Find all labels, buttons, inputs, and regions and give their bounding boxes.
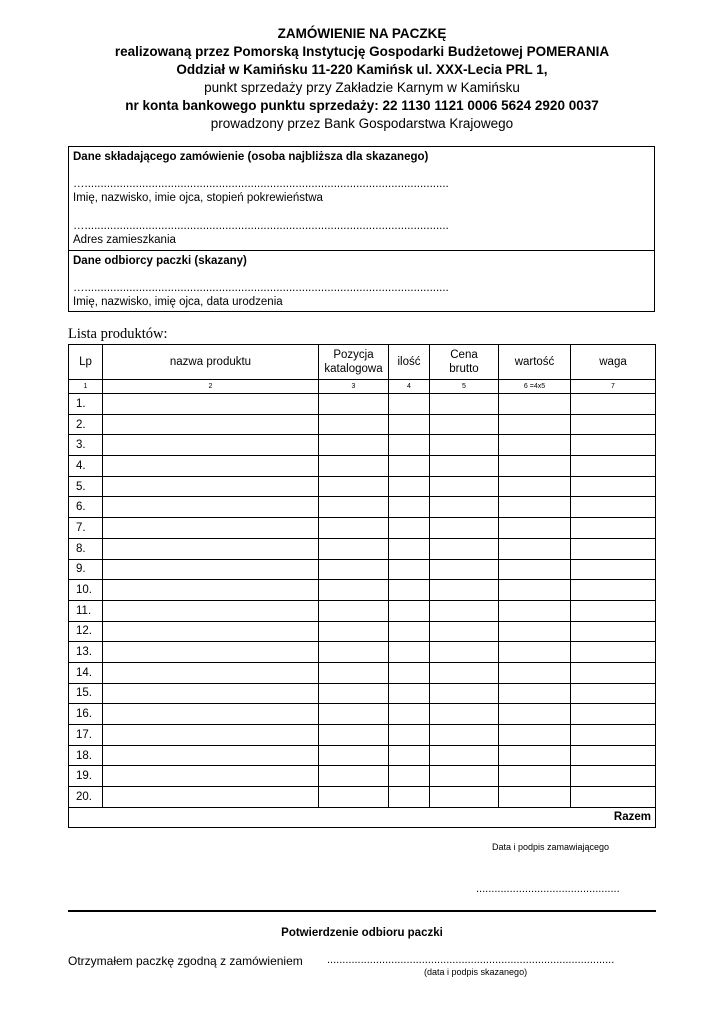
table-cell[interactable] [389, 435, 430, 456]
column-number: 3 [319, 380, 389, 394]
table-cell[interactable] [571, 518, 656, 539]
table-cell[interactable] [499, 435, 571, 456]
column-number: 7 [571, 380, 656, 394]
table-cell[interactable] [389, 745, 430, 766]
table-cell[interactable] [389, 600, 430, 621]
table-cell[interactable] [499, 518, 571, 539]
table-cell[interactable] [571, 787, 656, 808]
row-number: 18. [69, 745, 103, 766]
col-header-lp: Lp [69, 345, 103, 380]
table-cell[interactable] [499, 476, 571, 497]
table-cell[interactable] [103, 766, 319, 787]
table-cell[interactable] [430, 766, 499, 787]
header-bank-name: prowadzony przez Bank Gospodarstwa Krajowego [210, 116, 514, 131]
table-cell[interactable] [430, 704, 499, 725]
row-number: 11. [69, 600, 103, 621]
orderer-signature-label: Data i podpis zamawiającego [492, 842, 610, 852]
table-cell[interactable] [103, 580, 319, 601]
table-cell[interactable] [319, 435, 389, 456]
table-cell[interactable] [499, 683, 571, 704]
col-header-quantity: ilość [389, 345, 430, 380]
table-row [69, 745, 656, 766]
row-number: 14. [69, 662, 103, 683]
table-cell[interactable] [389, 683, 430, 704]
table-cell[interactable] [103, 456, 319, 477]
table-cell[interactable] [389, 559, 430, 580]
table-cell[interactable] [571, 456, 656, 477]
row-number: 15. [69, 683, 103, 704]
table-cell[interactable] [103, 518, 319, 539]
column-number: 4 [389, 380, 430, 394]
table-cell[interactable] [319, 456, 389, 477]
table-row [69, 600, 656, 621]
orderer-section-title: Dane składającego zamówienie (osoba najbliższa dla skazanego) [73, 151, 429, 163]
row-number: 2. [69, 414, 103, 435]
table-cell[interactable] [430, 725, 499, 746]
table-cell[interactable] [389, 456, 430, 477]
product-list-title: Lista produktów: [68, 326, 168, 342]
table-row [69, 662, 656, 683]
table-row [69, 704, 656, 725]
table-cell[interactable] [389, 394, 430, 415]
table-cell[interactable] [319, 642, 389, 663]
table-cell[interactable] [499, 642, 571, 663]
column-number: 1 [69, 380, 103, 394]
orderer-name-label: Imię, nazwisko, imie ojca, stopień pokrewieństwa [73, 192, 323, 204]
horizontal-rule [68, 910, 656, 912]
table-cell[interactable] [571, 580, 656, 601]
row-number: 19. [69, 766, 103, 787]
table-row [69, 538, 656, 559]
table-cell[interactable] [571, 662, 656, 683]
table-cell[interactable] [430, 580, 499, 601]
table-cell[interactable] [430, 456, 499, 477]
column-number-row [69, 380, 656, 394]
row-number: 13. [69, 642, 103, 663]
orderer-address-label: Adres zamieszkania [73, 234, 176, 246]
table-cell[interactable] [430, 559, 499, 580]
table-cell[interactable] [389, 621, 430, 642]
table-row [69, 559, 656, 580]
table-cell[interactable] [499, 662, 571, 683]
table-cell[interactable] [319, 580, 389, 601]
table-cell[interactable] [571, 497, 656, 518]
table-cell[interactable] [499, 394, 571, 415]
table-row [69, 414, 656, 435]
table-cell[interactable] [319, 394, 389, 415]
table-cell[interactable] [571, 766, 656, 787]
recipient-name-label: Imię, nazwisko, imię ojca, data urodzenia [73, 296, 283, 308]
table-cell[interactable] [499, 414, 571, 435]
table-cell[interactable] [430, 683, 499, 704]
recipient-name-field[interactable]: ….................................................................................................................. [73, 282, 449, 294]
table-cell[interactable] [430, 476, 499, 497]
table-cell[interactable] [430, 435, 499, 456]
table-cell[interactable] [499, 704, 571, 725]
col-header-catalog-position: Pozycja katalogowa [319, 345, 389, 380]
table-row [69, 435, 656, 456]
document-header [0, 25, 724, 133]
row-number: 7. [69, 518, 103, 539]
section-divider [69, 250, 654, 251]
row-number: 10. [69, 580, 103, 601]
col-header-value: wartość [499, 345, 571, 380]
table-cell[interactable] [103, 683, 319, 704]
table-cell[interactable] [571, 704, 656, 725]
table-cell[interactable] [103, 435, 319, 456]
table-cell[interactable] [389, 787, 430, 808]
table-row [69, 725, 656, 746]
table-cell[interactable] [103, 787, 319, 808]
orderer-name-field[interactable]: ….................................................................................................................. [73, 178, 449, 190]
row-number: 1. [69, 394, 103, 415]
table-cell[interactable] [319, 621, 389, 642]
table-cell[interactable] [319, 600, 389, 621]
table-cell[interactable] [499, 787, 571, 808]
table-row [69, 497, 656, 518]
confirmation-signature-field[interactable]: .............................................................................................. [327, 954, 615, 966]
table-cell[interactable] [499, 456, 571, 477]
column-number: 5 [430, 380, 499, 394]
table-cell[interactable] [571, 621, 656, 642]
product-table [68, 344, 656, 828]
table-cell[interactable] [103, 600, 319, 621]
table-cell[interactable] [319, 559, 389, 580]
table-cell[interactable] [499, 497, 571, 518]
confirmation-text: Otrzymałem paczkę zgodną z zamówieniem [68, 954, 303, 968]
header-sales-point: punkt sprzedaży przy Zakładzie Karnym w Kamińsku [204, 80, 520, 95]
table-cell[interactable] [571, 476, 656, 497]
row-number: 3. [69, 435, 103, 456]
orderer-signature-field[interactable]: ............................................... [476, 883, 620, 895]
row-number: 20. [69, 787, 103, 808]
table-row [69, 580, 656, 601]
table-cell[interactable] [499, 559, 571, 580]
table-cell[interactable] [499, 766, 571, 787]
table-cell[interactable] [319, 476, 389, 497]
table-cell[interactable] [319, 704, 389, 725]
table-cell[interactable] [571, 435, 656, 456]
row-number: 4. [69, 456, 103, 477]
row-number: 5. [69, 476, 103, 497]
table-cell[interactable] [103, 414, 319, 435]
table-cell[interactable] [319, 662, 389, 683]
row-number: 16. [69, 704, 103, 725]
table-cell[interactable] [499, 745, 571, 766]
table-cell[interactable] [319, 745, 389, 766]
table-row [69, 766, 656, 787]
document-title: ZAMÓWIENIE NA PACZKĘ [277, 26, 447, 41]
table-cell[interactable] [430, 621, 499, 642]
table-row [69, 476, 656, 497]
personal-data-box [68, 146, 655, 312]
table-cell[interactable] [103, 662, 319, 683]
table-cell[interactable] [389, 662, 430, 683]
total-row [69, 807, 656, 827]
table-cell[interactable] [389, 580, 430, 601]
table-cell[interactable] [571, 414, 656, 435]
row-number: 17. [69, 725, 103, 746]
table-cell[interactable] [430, 662, 499, 683]
table-cell[interactable] [103, 394, 319, 415]
table-cell[interactable] [319, 683, 389, 704]
table-cell[interactable] [571, 642, 656, 663]
table-cell[interactable] [389, 414, 430, 435]
table-cell[interactable] [103, 497, 319, 518]
row-number: 8. [69, 538, 103, 559]
table-cell[interactable] [103, 725, 319, 746]
table-cell[interactable] [499, 725, 571, 746]
table-cell[interactable] [499, 600, 571, 621]
col-header-product-name: nazwa produktu [103, 345, 319, 380]
table-row [69, 394, 656, 415]
col-header-gross-price: Cena brutto [430, 345, 499, 380]
col-header-weight: waga [571, 345, 656, 380]
table-cell[interactable] [430, 414, 499, 435]
table-cell[interactable] [319, 766, 389, 787]
orderer-address-field[interactable]: ….................................................................................................................. [73, 220, 449, 232]
total-label: Razem [499, 807, 656, 827]
table-cell[interactable] [319, 538, 389, 559]
table-cell[interactable] [571, 600, 656, 621]
table-cell[interactable] [319, 518, 389, 539]
table-cell[interactable] [389, 476, 430, 497]
table-cell[interactable] [430, 642, 499, 663]
row-number: 6. [69, 497, 103, 518]
table-cell[interactable] [571, 725, 656, 746]
table-cell[interactable] [389, 766, 430, 787]
table-cell[interactable] [571, 745, 656, 766]
table-cell[interactable] [430, 745, 499, 766]
table-cell[interactable] [319, 414, 389, 435]
table-cell[interactable] [571, 683, 656, 704]
table-cell[interactable] [430, 394, 499, 415]
table-cell[interactable] [499, 621, 571, 642]
table-cell[interactable] [571, 559, 656, 580]
row-number: 9. [69, 559, 103, 580]
header-branch-address: Oddział w Kamińsku 11-220 Kamińsk ul. XXX-Lecia PRL 1, [176, 62, 548, 77]
column-number: 2 [103, 380, 319, 394]
recipient-section-title: Dane odbiorcy paczki (skazany) [73, 255, 247, 267]
confirmation-title: Potwierdzenie odbioru paczki [281, 927, 443, 939]
table-cell[interactable] [103, 538, 319, 559]
table-cell[interactable] [571, 394, 656, 415]
table-cell[interactable] [389, 518, 430, 539]
table-cell[interactable] [430, 518, 499, 539]
table-row [69, 456, 656, 477]
table-cell[interactable] [571, 538, 656, 559]
total-row-spacer [69, 807, 499, 827]
table-cell[interactable] [103, 621, 319, 642]
table-cell[interactable] [103, 642, 319, 663]
table-row [69, 642, 656, 663]
column-number: 6 =4x5 [499, 380, 571, 394]
table-cell[interactable] [389, 497, 430, 518]
table-cell[interactable] [430, 497, 499, 518]
table-cell[interactable] [389, 704, 430, 725]
table-cell[interactable] [319, 787, 389, 808]
table-cell[interactable] [499, 580, 571, 601]
table-cell[interactable] [389, 725, 430, 746]
table-row [69, 683, 656, 704]
table-cell[interactable] [389, 538, 430, 559]
table-cell[interactable] [103, 745, 319, 766]
table-cell[interactable] [103, 559, 319, 580]
table-cell[interactable] [430, 787, 499, 808]
table-cell[interactable] [389, 642, 430, 663]
header-company: realizowaną przez Pomorską Instytucję Gospodarki Budżetowej POMERANIA [114, 44, 610, 59]
table-cell[interactable] [319, 497, 389, 518]
row-number: 12. [69, 621, 103, 642]
header-bank-account: nr konta bankowego punktu sprzedaży: 22 1130 1121 0006 5624 2920 0037 [125, 98, 599, 113]
table-row [69, 621, 656, 642]
table-row [69, 787, 656, 808]
table-cell[interactable] [319, 725, 389, 746]
table-cell[interactable] [103, 476, 319, 497]
table-cell[interactable] [103, 704, 319, 725]
table-cell[interactable] [430, 538, 499, 559]
table-cell[interactable] [499, 538, 571, 559]
table-row [69, 518, 656, 539]
table-cell[interactable] [430, 600, 499, 621]
confirmation-signature-hint: (data i podpis skazanego) [424, 967, 528, 977]
